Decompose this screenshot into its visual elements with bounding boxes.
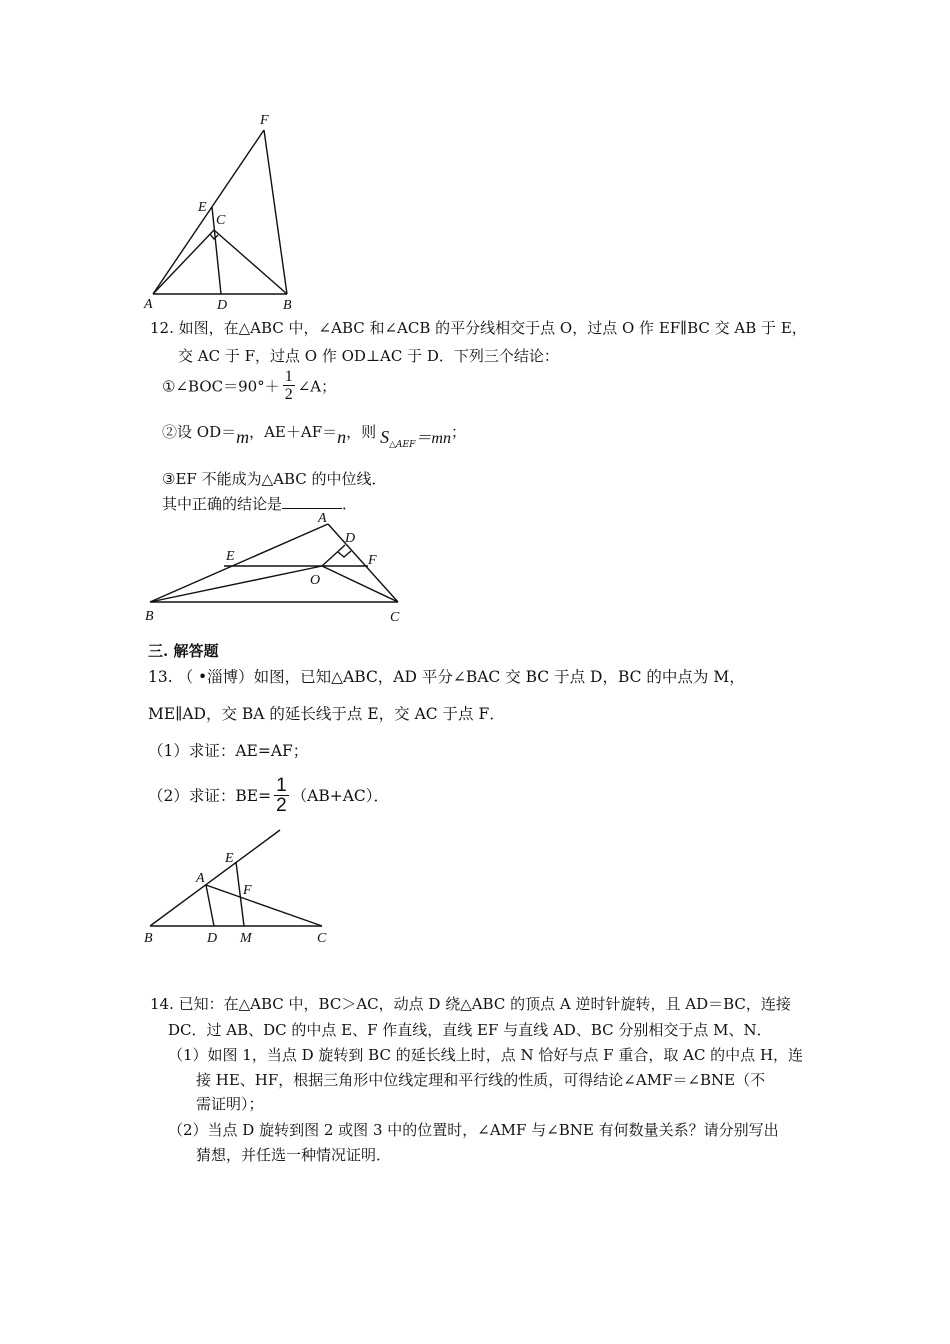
right-angle-mark — [210, 234, 218, 239]
q14-line2: DC．过 AB、DC 的中点 E、F 作直线，直线 EF 与直线 AD、BC 分别相交于点 M、N． — [168, 1021, 772, 1039]
c2-subscript: △AEF — [389, 440, 416, 450]
q13-line1: 13. （ •淄博）如图，已知△ABC，AD 平分∠BAC 交 BC 于点 D，BC 的中点为 M， — [148, 668, 745, 686]
q12-line2: 交 AC 于 F，过点 O 作 OD⊥AC 于 D．下列三个结论： — [178, 347, 559, 365]
c2-n: n — [337, 427, 347, 447]
figure-triangle-aef — [138, 108, 308, 314]
q14-part2-line2: 猜想，并任选一种情况证明． — [196, 1146, 392, 1164]
q12-conclusion-3: ③EF 不能成为△ABC 的中位线． — [162, 470, 387, 488]
q13-part2-post: （AB+AC）． — [291, 787, 390, 805]
label-d: D — [345, 531, 356, 546]
section-title: 三. 解答题 — [148, 642, 219, 660]
label-a: A — [318, 511, 327, 526]
q13-part2-pre: （2）求证：BE= — [148, 787, 272, 805]
label-a: A — [196, 871, 205, 886]
label-e: E — [225, 851, 234, 866]
q13-fraction — [274, 776, 289, 816]
segment-cb — [214, 230, 287, 294]
segment-ba — [150, 524, 328, 602]
label-b: B — [283, 298, 292, 313]
q13-numerator: 1 — [276, 775, 287, 796]
q14-part2-line1: （2）当点 D 旋转到图 2 或图 3 中的位置时，∠AMF 与∠BNE 有何数量关系？请分别写出 — [168, 1121, 779, 1139]
q12-ask-end: ． — [342, 495, 358, 513]
segment-ac — [153, 230, 214, 294]
q12-ask: 其中正确的结论是 — [162, 495, 283, 513]
label-m: M — [240, 931, 252, 946]
segment-ad — [206, 885, 214, 926]
q13-part1: （1）求证：AE=AF； — [148, 742, 309, 760]
right-angle-mark — [338, 551, 351, 557]
q12-line1: 12. 如图，在△ABC 中，∠ABC 和∠ACB 的平分线相交于点 O，过点 O 作 EF∥BC 交 AB 于 E， — [150, 319, 807, 337]
c1-fraction — [283, 369, 295, 404]
answer-blank — [282, 494, 342, 509]
label-d: D — [217, 298, 228, 313]
c2-eq: ＝mn — [415, 430, 451, 447]
c1-post: ∠A； — [297, 377, 337, 396]
q14-line1: 14. 已知：在△ABC 中，BC＞AC，动点 D 绕△ABC 的顶点 A 逆时针旋转，且 AD＝BC，连接 — [150, 995, 791, 1013]
c2-mid: ，AE＋AF＝ — [249, 423, 338, 441]
c2-then: ，则 — [346, 423, 377, 441]
c2-pre: ②设 OD＝ — [162, 423, 237, 441]
label-c: C — [390, 610, 400, 625]
q14-part1-line2: 接 HE、HF，根据三角形中位线定理和平行线的性质，可得结论∠AMF＝∠BNE（不 — [196, 1071, 766, 1089]
q14-part1-line1: （1）如图 1，当点 D 旋转到 BC 的延长线上时，点 N 恰好与点 F 重合，取 AC 的中点 H，连 — [168, 1046, 804, 1064]
q14-part1-line3: 需证明）； — [196, 1095, 264, 1113]
q13-denominator: 2 — [276, 795, 287, 816]
segment-af — [153, 130, 264, 294]
segment-ac — [206, 885, 322, 926]
c2-formula — [380, 427, 451, 450]
ray-be — [150, 830, 280, 926]
label-f: F — [260, 113, 269, 128]
q12-conclusion-1 — [162, 369, 336, 404]
label-c: C — [317, 931, 327, 946]
figure-triangle-abc-bisectors — [140, 508, 410, 630]
label-f: F — [243, 883, 252, 898]
segment-oc — [322, 566, 398, 602]
segment-bo — [150, 566, 322, 602]
q13-part2 — [148, 776, 389, 816]
label-e: E — [226, 549, 235, 564]
c1-denominator: 2 — [284, 386, 293, 403]
label-b: B — [144, 931, 153, 946]
segment-ac — [328, 524, 398, 602]
label-b: B — [145, 609, 154, 624]
label-c: C — [216, 213, 226, 228]
c1-numerator: 1 — [284, 368, 293, 385]
c2-s: S — [380, 427, 390, 447]
label-o: O — [310, 573, 321, 588]
c2-m: m — [236, 427, 250, 447]
label-e: E — [198, 200, 207, 215]
label-d: D — [207, 931, 218, 946]
label-a: A — [144, 297, 153, 312]
q13-line2: ME∥AD，交 BA 的延长线于点 E，交 AC 于点 F． — [148, 705, 505, 723]
q12-conclusion-2 — [162, 421, 466, 449]
c1-pre: ①∠BOC＝90°＋ — [162, 377, 280, 396]
segment-fb — [264, 130, 287, 294]
figure-triangle-me-parallel-ad — [140, 824, 340, 948]
c2-end: ； — [450, 423, 466, 441]
label-f: F — [368, 553, 377, 568]
